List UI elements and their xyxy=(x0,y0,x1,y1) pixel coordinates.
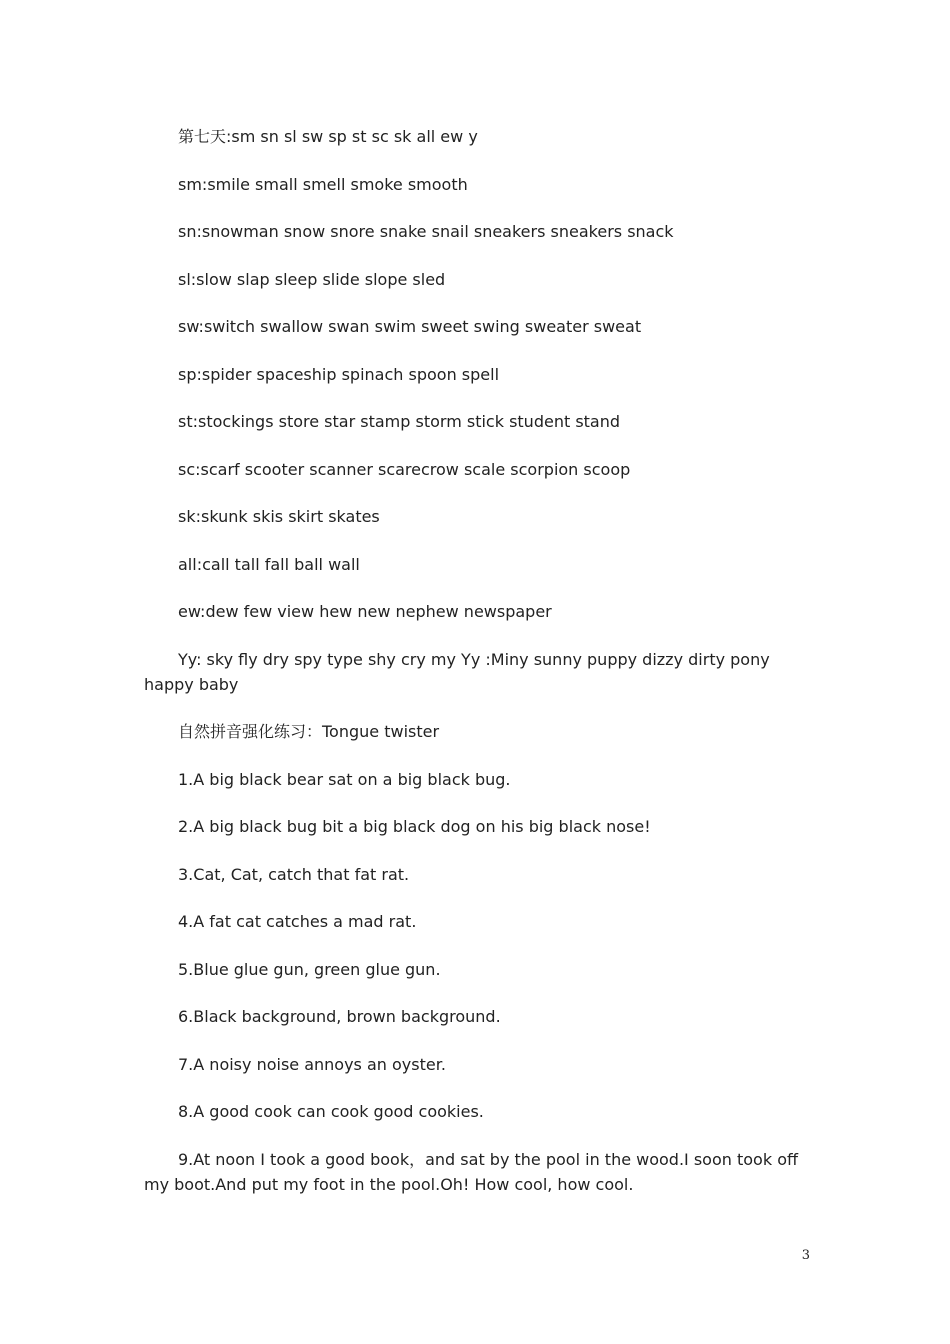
phonics-line-sw: sw:switch swallow swan swim sweet swing sweater sweat xyxy=(178,317,642,336)
heading-day-seven: 第七天:sm sn sl sw sp st sc sk all ew y xyxy=(178,127,478,146)
phonics-line-all: all:call tall fall ball wall xyxy=(178,554,360,574)
tongue-twister-2: 2.A big black bug bit a big black dog on his big black nose! xyxy=(178,817,651,836)
phonics-line-st: st:stockings store star stamp storm stick student stand xyxy=(178,412,621,431)
tongue-twister-3: 3.Cat, Cat, catch that fat rat. xyxy=(178,864,410,884)
phonics-line-sn: sn:snowman snow snore snake snail sneakers sneakers snack xyxy=(178,222,674,241)
phonics-line-sp: sp:spider spaceship spinach spoon spell xyxy=(178,364,500,384)
tongue-twister-5: 5.Blue glue gun, green glue gun. xyxy=(178,959,441,979)
tongue-twister-9: 9.At noon I took a good book，and sat by the pool in the wood.I soon took off my boot.And put my foot in the pool.Oh! How cool, how cool. xyxy=(144,1149,798,1194)
phonics-line-sl: sl:slow slap sleep slide slope sled xyxy=(178,269,446,289)
tongue-twister-4: 4.A fat cat catches a mad rat. xyxy=(178,912,417,931)
heading-tongue-twister: 自然拼音强化练习：Tongue twister xyxy=(178,722,440,741)
phonics-line-sk: sk:skunk skis skirt skates xyxy=(178,507,380,526)
phonics-line-sm: sm:smile small smell smoke smooth xyxy=(178,174,468,194)
page-number: 3 xyxy=(801,1248,810,1263)
tongue-twister-7: 7.A noisy noise annoys an oyster. xyxy=(178,1054,446,1074)
tongue-twister-6: 6.Black background, brown background. xyxy=(178,1007,501,1026)
tongue-twister-8: 8.A good cook can cook good cookies. xyxy=(178,1102,484,1121)
page-content xyxy=(144,124,810,1219)
tongue-twister-1: 1.A big black bear sat on a big black bug. xyxy=(178,769,511,789)
phonics-line-sc: sc:scarf scooter scanner scarecrow scale scorpion scoop xyxy=(178,459,631,479)
phonics-line-y: Yy: sky fly dry spy type shy cry my Yy :Miny sunny puppy dizzy dirty pony happy baby xyxy=(144,649,770,694)
phonics-line-ew: ew:dew few view hew new nephew newspaper xyxy=(178,602,552,621)
